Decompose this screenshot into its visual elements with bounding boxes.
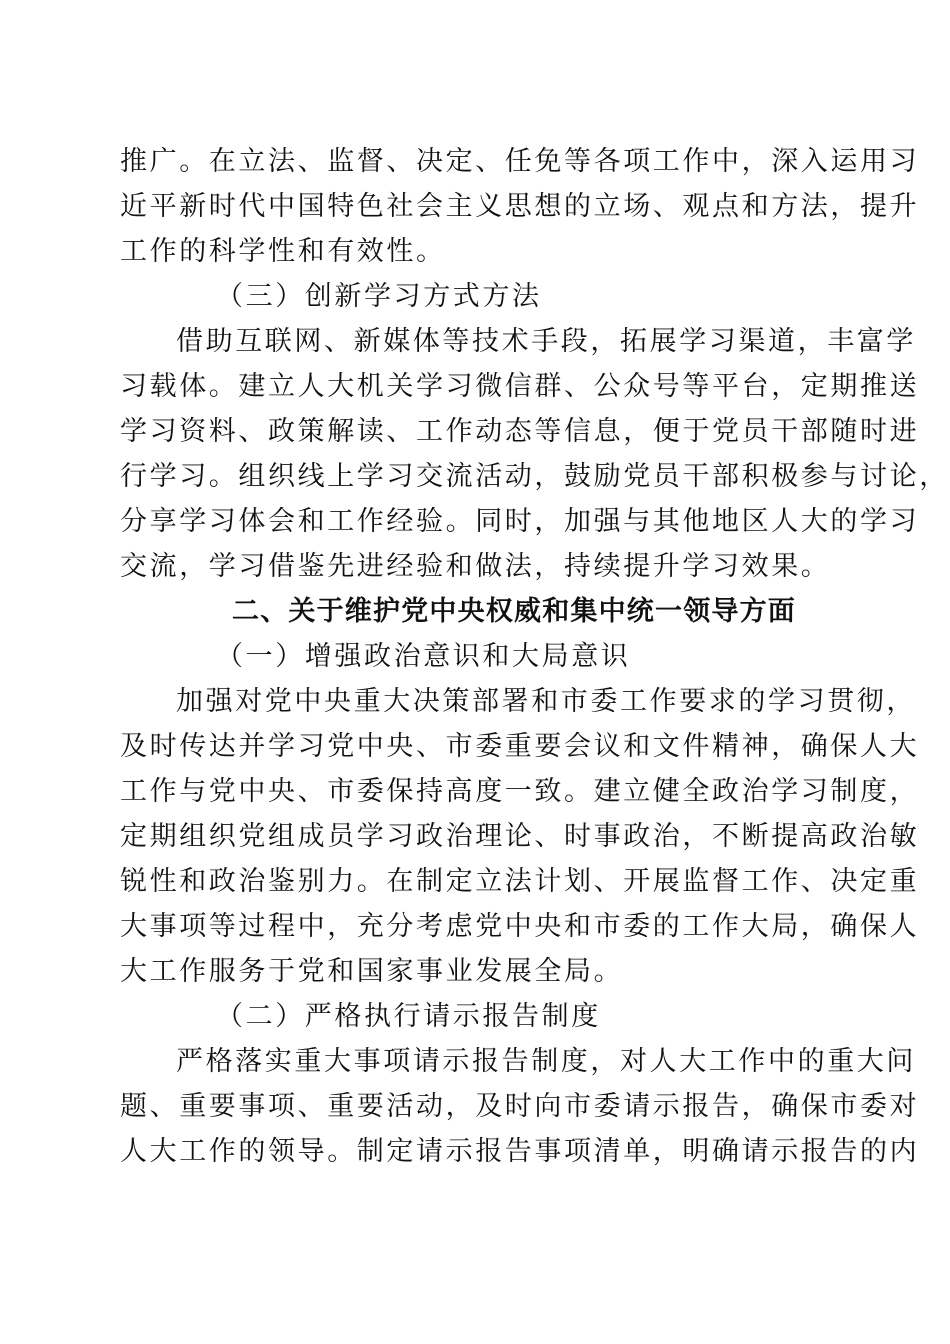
text-line: 推广。在立法、监督、决定、任免等各项工作中，深入运用习 [120,146,920,177]
text-line: 工作与党中央、市委保持高度一致。建立健全政治学习制度， [120,776,920,807]
section-subheading [120,634,832,679]
text-line: 及时传达并学习党中央、市委重要会议和文件精神，确保人大 [120,731,920,762]
section-subheading [120,274,832,319]
heading-text: 二、关于维护党中央权威和集中统一领导方面 [232,596,796,627]
paragraph [120,1039,920,1174]
subheading-text: （一）增强政治意识和大局意识 [216,641,631,672]
text-line: 工作的科学性和有效性。 [120,236,446,267]
text-line: 交流，学习借鉴先进经验和做法，持续提升学习效果。 [120,551,831,582]
text-line: 严格落实重大事项请示报告制度，对人大工作中的重大问 [176,1046,916,1077]
text-line: 借助互联网、新媒体等技术手段，拓展学习渠道，丰富学 [176,326,916,357]
paragraph [120,319,949,589]
paragraph-continuation [120,139,920,274]
subheading-text: （二）严格执行请示报告制度 [216,1001,601,1032]
text-line: 锐性和政治鉴别力。在制定立法计划、开展监督工作、决定重 [120,866,920,897]
text-line: 分享学习体会和工作经验。同时，加强与其他地区人大的学习 [120,506,920,537]
text-line: 加强对党中央重大决策部署和市委工作要求的学习贯彻， [176,686,916,717]
text-line: 行学习。组织线上学习交流活动，鼓励党员干部积极参与讨论， [120,461,949,492]
text-line: 学习资料、政策解读、工作动态等信息，便于党员干部随时进 [120,416,920,447]
section-heading [120,589,832,634]
text-line: 人大工作的领导。制定请示报告事项清单，明确请示报告的内 [120,1136,920,1167]
text-line: 大事项等过程中，充分考虑党中央和市委的工作大局，确保人 [120,911,920,942]
text-line: 习载体。建立人大机关学习微信群、公众号等平台，定期推送 [120,371,920,402]
document-body [120,139,949,1174]
subheading-text: （三）创新学习方式方法 [216,281,542,312]
paragraph [120,679,920,994]
text-line: 大工作服务于党和国家事业发展全局。 [120,956,624,987]
text-line: 定期组织党组成员学习政治理论、时事政治，不断提高政治敏 [120,821,920,852]
text-line: 题、重要事项、重要活动，及时向市委请示报告，确保市委对 [120,1091,920,1122]
text-line: 近平新时代中国特色社会主义思想的立场、观点和方法，提升 [120,191,920,222]
section-subheading [120,994,832,1039]
